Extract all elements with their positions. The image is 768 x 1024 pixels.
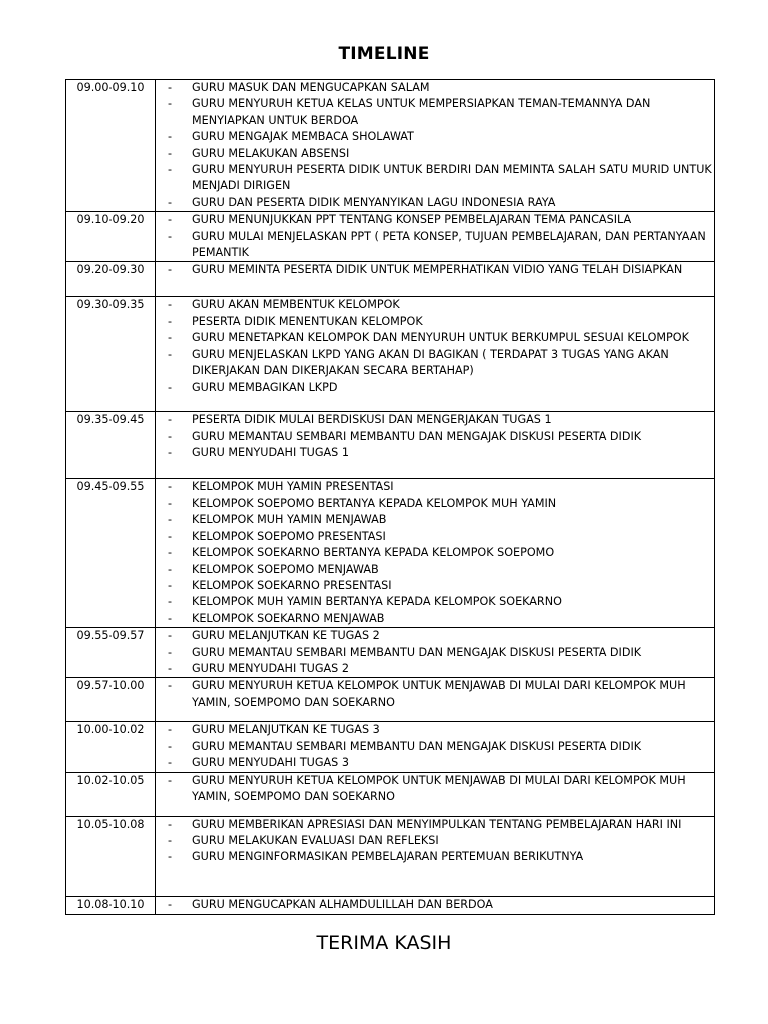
time-cell: 09.20-09.30 (66, 262, 156, 297)
activity-text: GURU MELANJUTKAN KE TUGAS 3 (192, 723, 380, 737)
time-cell: 09.10-09.20 (66, 212, 156, 262)
timeline-row (66, 772, 715, 816)
activities-cell (156, 212, 715, 262)
timeline-row (66, 412, 715, 479)
bullet-dash: - (168, 679, 173, 693)
bullet-dash: - (168, 513, 173, 527)
activities-cell (156, 628, 715, 678)
bullet-dash: - (168, 263, 173, 277)
activity-list (156, 479, 714, 627)
activity-item (156, 479, 714, 495)
activities-cell (156, 722, 715, 772)
activity-text: GURU MENYURUH KETUA KELOMPOK UNTUK MENJAWAB DI MULAI DARI KELOMPOK MUH YAMIN, SOEMPOMO DAN SOEKARNO (192, 679, 686, 709)
activities-cell (156, 297, 715, 412)
activities-cell (156, 80, 715, 212)
bullet-dash: - (168, 163, 173, 177)
activity-list (156, 897, 714, 913)
bullet-dash: - (168, 833, 173, 847)
activity-text: PESERTA DIDIK MENENTUKAN KELOMPOK (192, 314, 423, 328)
activities-cell (156, 412, 715, 479)
bullet-dash: - (168, 195, 173, 209)
time-cell: 09.55-09.57 (66, 628, 156, 678)
activity-item (156, 755, 714, 771)
activity-list (156, 297, 714, 395)
activities-cell (156, 479, 715, 628)
activities-cell (156, 772, 715, 816)
activity-item (156, 512, 714, 528)
bullet-dash: - (168, 817, 173, 831)
timeline-row (66, 262, 715, 297)
activity-item (156, 722, 714, 738)
activities-cell (156, 262, 715, 297)
activity-item (156, 347, 714, 380)
activities-cell (156, 678, 715, 722)
activity-item (156, 496, 714, 512)
activity-item (156, 562, 714, 578)
bullet-dash: - (168, 773, 173, 787)
activity-text: GURU DAN PESERTA DIDIK MENYANYIKAN LAGU INDONESIA RAYA (192, 195, 556, 209)
bullet-dash: - (168, 213, 173, 227)
activity-item (156, 739, 714, 755)
activity-item (156, 594, 714, 610)
activity-list (156, 773, 714, 806)
activity-list (156, 412, 714, 461)
activity-item (156, 897, 714, 913)
bullet-dash: - (168, 413, 173, 427)
bullet-dash: - (168, 81, 173, 94)
activity-text: GURU AKAN MEMBENTUK KELOMPOK (192, 298, 400, 312)
activity-item (156, 146, 714, 162)
activity-text: GURU MENYURUH PESERTA DIDIK UNTUK BERDIRI DAN MEMINTA SALAH SATU MURID UNTUK MENJADI DIRIGEN (192, 163, 712, 193)
activity-text: KELOMPOK MUH YAMIN MENJAWAB (192, 513, 387, 527)
bullet-dash: - (168, 314, 173, 328)
activity-item (156, 80, 714, 96)
time-cell: 10.08-10.10 (66, 896, 156, 914)
activity-item (156, 529, 714, 545)
activity-item (156, 212, 714, 228)
activity-list (156, 262, 714, 278)
bullet-dash: - (168, 661, 173, 675)
activity-item (156, 817, 714, 833)
activity-item (156, 129, 714, 145)
activity-text: GURU MENJELASKAN LKPD YANG AKAN DI BAGIKAN ( TERDAPAT 3 TUGAS YANG AKAN DIKERJAKAN DAN DIKERJAKAN SECARA BERTAHAP) (192, 347, 669, 378)
activity-item (156, 445, 714, 461)
bullet-dash: - (168, 756, 173, 770)
time-cell: 09.45-09.55 (66, 479, 156, 628)
activity-item (156, 96, 714, 129)
activity-text: GURU MENYUDAHI TUGAS 1 (192, 446, 349, 460)
activity-item (156, 229, 714, 262)
activity-item (156, 833, 714, 849)
bullet-dash: - (168, 496, 173, 510)
activity-text: GURU MENYURUH KETUA KELOMPOK UNTUK MENJAWAB DI MULAI DARI KELOMPOK MUH YAMIN, SOEMPOMO DAN SOEKARNO (192, 773, 686, 803)
timeline-row (66, 479, 715, 628)
activity-text: GURU MENGAJAK MEMBACA SHOLAWAT (192, 130, 414, 144)
activity-text: GURU MASUK DAN MENGUCAPKAN SALAM (192, 81, 430, 94)
page-title: TIMELINE (338, 44, 430, 64)
time-cell: 09.35-09.45 (66, 412, 156, 479)
bullet-dash: - (168, 723, 173, 737)
activity-text: KELOMPOK MUH YAMIN PRESENTASI (192, 480, 394, 494)
bullet-dash: - (168, 546, 173, 560)
activity-text: KELOMPOK SOEPOMO PRESENTASI (192, 529, 386, 543)
bullet-dash: - (168, 130, 173, 144)
activity-text: KELOMPOK SOEPOMO BERTANYA KEPADA KELOMPOK MUH YAMIN (192, 496, 557, 510)
time-cell: 09.00-09.10 (66, 80, 156, 212)
bullet-dash: - (168, 578, 173, 592)
activity-text: GURU MULAI MENJELASKAN PPT ( PETA KONSEP, TUJUAN PEMBELAJARAN, DAN PERTANYAAN PEMANTIK (192, 229, 706, 260)
bullet-dash: - (168, 347, 173, 361)
activity-item (156, 645, 714, 661)
activity-item (156, 773, 714, 806)
activity-text: GURU MENUNJUKKAN PPT TENTANG KONSEP PEMBELAJARAN TEMA PANCASILA (192, 213, 632, 227)
activity-item (156, 314, 714, 330)
timeline-row (66, 722, 715, 772)
activity-text: GURU MELANJUTKAN KE TUGAS 2 (192, 629, 380, 643)
activity-item (156, 195, 714, 211)
activity-text: KELOMPOK MUH YAMIN BERTANYA KEPADA KELOMPOK SOEKARNO (192, 595, 562, 609)
activity-text: GURU MEMANTAU SEMBARI MEMBANTU DAN MENGAJAK DISKUSI PESERTA DIDIK (192, 645, 642, 659)
activities-cell (156, 896, 715, 914)
activity-item (156, 678, 714, 711)
bullet-dash: - (168, 146, 173, 160)
time-cell: 10.05-10.08 (66, 816, 156, 896)
bullet-dash: - (168, 480, 173, 494)
bullet-dash: - (168, 429, 173, 443)
bullet-dash: - (168, 97, 173, 111)
activity-item (156, 412, 714, 428)
activity-text: KELOMPOK SOEKARNO MENJAWAB (192, 611, 385, 625)
bullet-dash: - (168, 562, 173, 576)
bullet-dash: - (168, 611, 173, 625)
activity-list (156, 817, 714, 866)
activity-text: KELOMPOK SOEKARNO BERTANYA KEPADA KELOMPOK SOEPOMO (192, 546, 555, 560)
bullet-dash: - (168, 529, 173, 543)
activity-item (156, 611, 714, 627)
bullet-dash: - (168, 595, 173, 609)
activity-text: GURU MEMANTAU SEMBARI MEMBANTU DAN MENGAJAK DISKUSI PESERTA DIDIK (192, 429, 642, 443)
time-cell: 10.02-10.05 (66, 772, 156, 816)
activity-list (156, 628, 714, 677)
bullet-dash: - (168, 380, 173, 394)
activity-text: KELOMPOK SOEPOMO MENJAWAB (192, 562, 379, 576)
activity-text: GURU MENGUCAPKAN ALHAMDULILLAH DAN BERDOA (192, 897, 493, 911)
bullet-dash: - (168, 446, 173, 460)
timeline-row (66, 297, 715, 412)
activity-item (156, 429, 714, 445)
timeline-body (66, 80, 715, 915)
timeline-row (66, 896, 715, 914)
activity-text: GURU MEMINTA PESERTA DIDIK UNTUK MEMPERHATIKAN VIDIO YANG TELAH DISIAPKAN (192, 263, 683, 277)
activity-text: GURU MENETAPKAN KELOMPOK DAN MENYURUH UNTUK BERKUMPUL SESUAI KELOMPOK (192, 331, 689, 345)
activity-text: GURU MENYUDAHI TUGAS 3 (192, 756, 349, 770)
bullet-dash: - (168, 645, 173, 659)
time-cell: 09.30-09.35 (66, 297, 156, 412)
activity-item (156, 578, 714, 594)
bullet-dash: - (168, 298, 173, 312)
activity-text: GURU MENYURUH KETUA KELAS UNTUK MEMPERSIAPKAN TEMAN-TEMANNYA DAN MENYIAPKAN UNTUK BERDOA (192, 97, 651, 127)
bullet-dash: - (168, 629, 173, 643)
time-cell: 09.57-10.00 (66, 678, 156, 722)
activity-text: GURU MENGINFORMASIKAN PEMBELAJARAN PERTEMUAN BERIKUTNYA (192, 850, 584, 864)
activity-list (156, 722, 714, 771)
activity-list (156, 212, 714, 261)
timeline-row (66, 678, 715, 722)
activity-item (156, 661, 714, 677)
activity-item (156, 330, 714, 346)
timeline-row (66, 80, 715, 212)
closing-text: TERIMA KASIH (316, 932, 452, 954)
bullet-dash: - (168, 739, 173, 753)
activity-text: GURU MEMANTAU SEMBARI MEMBANTU DAN MENGAJAK DISKUSI PESERTA DIDIK (192, 739, 642, 753)
activity-text: GURU MEMBERIKAN APRESIASI DAN MENYIMPULKAN TENTANG PEMBELAJARAN HARI INI (192, 817, 682, 831)
activities-cell (156, 816, 715, 896)
activity-item (156, 628, 714, 644)
bullet-dash: - (168, 331, 173, 345)
activity-text: PESERTA DIDIK MULAI BERDISKUSI DAN MENGERJAKAN TUGAS 1 (192, 413, 552, 427)
timeline-row (66, 816, 715, 896)
time-cell: 10.00-10.02 (66, 722, 156, 772)
activity-text: GURU MENYUDAHI TUGAS 2 (192, 661, 349, 675)
activity-item (156, 380, 714, 396)
activity-item (156, 545, 714, 561)
bullet-dash: - (168, 229, 173, 243)
activity-text: GURU MELAKUKAN EVALUASI DAN REFLEKSI (192, 833, 439, 847)
bullet-dash: - (168, 850, 173, 864)
activity-item (156, 297, 714, 313)
activity-text: GURU MEMBAGIKAN LKPD (192, 380, 338, 394)
activity-text: GURU MELAKUKAN ABSENSI (192, 146, 350, 160)
activity-item (156, 262, 714, 278)
activity-item (156, 162, 714, 195)
timeline-table (65, 79, 715, 915)
activity-list (156, 678, 714, 711)
activity-list (156, 80, 714, 211)
activity-text: KELOMPOK SOEKARNO PRESENTASI (192, 578, 392, 592)
timeline-row (66, 628, 715, 678)
timeline-row (66, 212, 715, 262)
activity-item (156, 849, 714, 865)
bullet-dash: - (168, 897, 173, 911)
